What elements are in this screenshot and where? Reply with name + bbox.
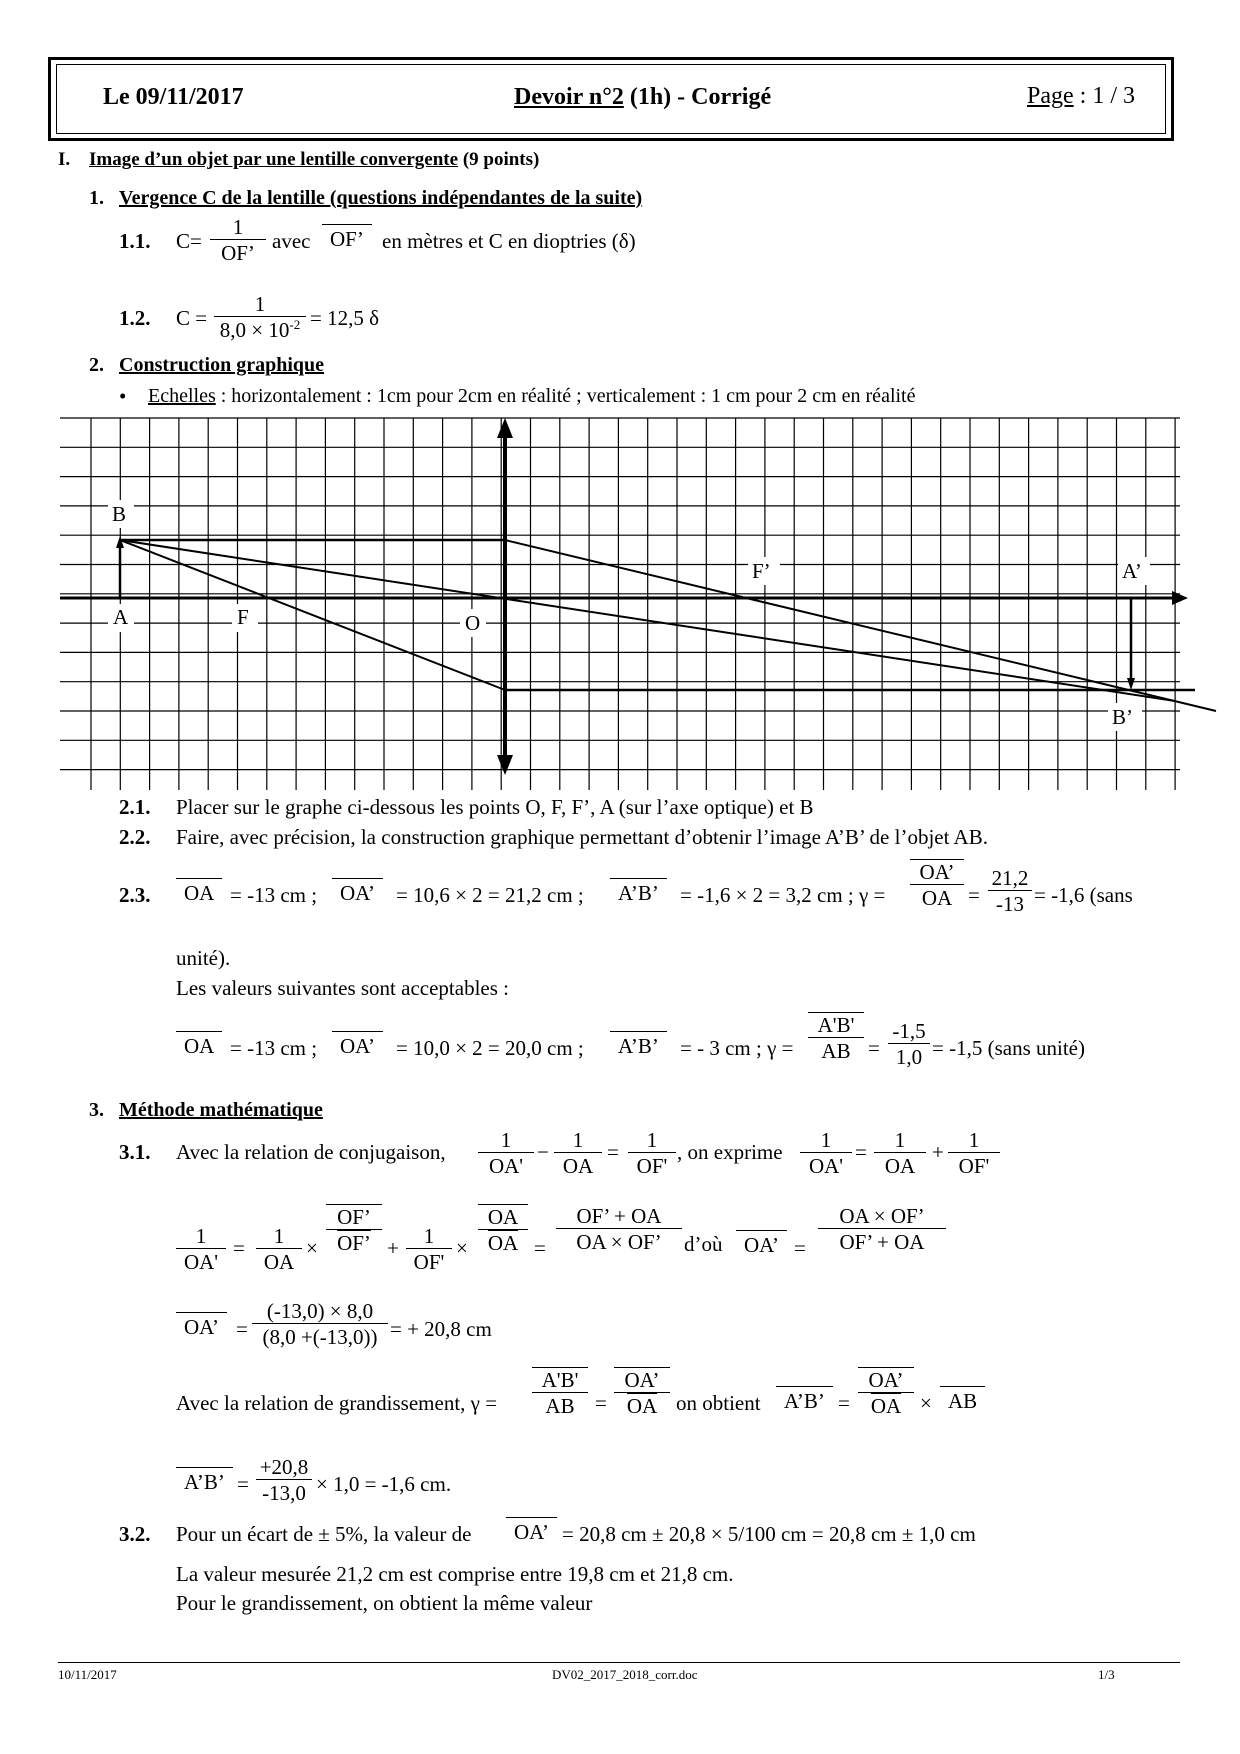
image-arrowhead: [1127, 678, 1135, 690]
q31-r2-eq3: =: [794, 1236, 806, 1260]
q31-gr-eq1: =: [595, 1391, 607, 1415]
q23-t2: = 10,6 × 2 = 21,2 cm ;: [396, 883, 584, 907]
q31-r3-result: = + 20,8 cm: [390, 1317, 492, 1341]
q31-r2-oap: OA’: [736, 1230, 787, 1258]
q31-intro: Avec la relation de conjugaison,: [176, 1140, 446, 1164]
q32-t1: Pour un écart de ± 5%, la valeur de: [176, 1522, 472, 1546]
ray-focal: [120, 540, 505, 690]
q23b-apbp: A’B’: [610, 1031, 667, 1059]
q31-r2-frac-result: $\frac{OA \times OF’}{OF’ + OA}$: [818, 1204, 946, 1254]
q2-number: 2.: [89, 354, 104, 376]
q23b-oap: OA’: [332, 1031, 383, 1059]
q21-number: 2.1.: [119, 795, 151, 819]
q31-r2-frac-oa-oa: $\frac{OA}{OA}$: [478, 1204, 528, 1255]
q32-t2: = 20,8 cm ± 20,8 × 5/100 cm = 20,8 cm ± 1,0 cm: [562, 1522, 976, 1546]
q31-r2-eq2: =: [534, 1236, 546, 1260]
q31-r2-frac-lhs: $\frac{1}{OA'}$: [176, 1224, 226, 1274]
label-A-prime: A’: [1122, 559, 1142, 583]
q31-r2-plus: +: [387, 1236, 399, 1260]
scale-text: Echelles : horizontalement : 1cm pour 2cm en réalité ; verticalement : 1 cm pour 2 cm en réalité: [148, 385, 916, 407]
q31-gr-frac1: $\frac{A'B'}{AB}$: [532, 1367, 588, 1418]
q31-r2-times1: ×: [306, 1236, 318, 1260]
q1-title: Vergence C de la lentille (questions indépendantes de la suite): [119, 187, 643, 209]
q11-avec: avec: [272, 229, 311, 253]
q12-fraction: $\frac{1}{8,0 \times 10^{-2}}$: [214, 292, 306, 342]
q23b-t3: = - 3 cm ; γ =: [680, 1036, 794, 1060]
q31-r2-frac-of-of: $\frac{OF’}{OF’}$: [326, 1204, 382, 1255]
q32-number: 3.2.: [119, 1522, 151, 1546]
q23b-t1: = -13 cm ;: [230, 1036, 318, 1060]
lens-top-arrowhead: [497, 418, 513, 438]
q31-gr-intro: Avec la relation de grandissement, γ =: [176, 1391, 498, 1415]
q32-oap: OA’: [506, 1517, 557, 1545]
ray-parallel-refracted: [505, 540, 1216, 711]
q3-title: Méthode mathématique: [119, 1099, 323, 1121]
q31-frac-1-oa: $\frac{1}{OA}$: [554, 1128, 602, 1178]
q22-number: 2.2.: [119, 825, 151, 849]
q31-express: , on exprime: [677, 1140, 783, 1164]
q31-plus1: +: [932, 1140, 944, 1164]
q31-eq1: =: [607, 1140, 619, 1164]
q23-t3: = -1,6 × 2 = 3,2 cm ; γ =: [680, 883, 886, 907]
q31-r2-frac-of: $\frac{1}{OF'}$: [406, 1224, 452, 1274]
footer-date: 10/11/2017: [58, 1667, 117, 1682]
q11-of-vector: OF’: [322, 224, 372, 252]
label-F: F: [237, 605, 249, 629]
footer-rule: [58, 1662, 1180, 1663]
q23-apbp: A’B’: [610, 878, 667, 906]
q31-gr-times: ×: [920, 1391, 932, 1415]
q31-r5-apbp: A’B’: [176, 1467, 233, 1495]
label-F-prime: F’: [752, 559, 771, 583]
q23b-t4: = -1,5 (sans unité): [932, 1036, 1085, 1060]
q31-r2-frac-oa: $\frac{1}{OA}$: [256, 1224, 302, 1274]
header-title: Devoir n°2 (1h) - Corrigé: [514, 84, 772, 110]
q31-r2-frac-sum: $\frac{OF’ + OA}{OA \times OF’}$: [556, 1204, 682, 1254]
q23-eq: =: [968, 883, 980, 907]
q31-gr-obt: on obtient: [676, 1391, 761, 1415]
q11-c-eq: C=: [176, 229, 202, 253]
q11-number: 1.1.: [119, 229, 151, 253]
q31-r5-fraction: $\frac{+20,8}{-13,0}$: [256, 1455, 312, 1505]
q31-r2-dou: d’où: [684, 1232, 723, 1256]
q21-text: Placer sur le graphe ci-dessous les points O, F, F’, A (sur l’axe optique) et B: [176, 795, 814, 819]
q12-number: 1.2.: [119, 306, 151, 330]
q31-frac-1-oa-b: $\frac{1}{OA}$: [874, 1128, 926, 1178]
q23b-fraction-values: $\frac{-1,5}{1,0}$: [888, 1019, 930, 1069]
q1-number: 1.: [89, 187, 104, 209]
q31-eq2: =: [855, 1140, 867, 1164]
q31-frac-1-oap: $\frac{1}{OA'}$: [478, 1128, 534, 1178]
q31-number: 3.1.: [119, 1140, 151, 1164]
q23-fraction-gamma: $\frac{OA’}{OA}$: [910, 859, 964, 910]
q23-t1: = -13 cm ;: [230, 883, 318, 907]
q31-minus: −: [537, 1140, 549, 1164]
q31-r5-eq: =: [237, 1472, 249, 1496]
q23-fraction-values: $\frac{21,2}{-13}$: [988, 866, 1032, 916]
footer-filename: DV02_2017_2018_corr.doc: [552, 1667, 698, 1682]
q11-fraction: $\frac{1}{OF’}$: [210, 215, 266, 265]
q32-line2: La valeur mesurée 21,2 cm est comprise entre 19,8 cm et 21,8 cm.: [176, 1562, 734, 1586]
section-1-title: Image d’un objet par une lentille convergente (9 points): [89, 149, 540, 170]
label-A: A: [113, 605, 129, 629]
q23-oa: OA: [176, 878, 222, 906]
q31-gr-ab: AB: [940, 1386, 985, 1414]
header-date: Le 09/11/2017: [103, 84, 244, 110]
q2-title: Construction graphique: [119, 354, 325, 376]
scale-bullet: •: [119, 384, 127, 408]
q23-cont: unité).: [176, 946, 231, 970]
label-B-prime: B’: [1112, 705, 1133, 729]
q31-r2-eq1: =: [233, 1236, 245, 1260]
q31-gr-frac3: $\frac{OA’}{OA}$: [858, 1367, 914, 1418]
q12-result: = 12,5 δ: [310, 306, 379, 330]
q3-number: 3.: [89, 1099, 104, 1121]
footer-page: 1/3: [1098, 1667, 1115, 1682]
header-page: Page : 1 / 3: [1027, 83, 1135, 109]
q31-gr-eq2: =: [838, 1391, 850, 1415]
q31-frac-1-of: $\frac{1}{OF'}$: [628, 1128, 676, 1178]
q23b-fraction-gamma: $\frac{A'B'}{AB}$: [808, 1012, 864, 1063]
lens-bottom-arrowhead: [497, 755, 513, 775]
q23b-t2: = 10,0 × 2 = 20,0 cm ;: [396, 1036, 584, 1060]
q11-units-text: en mètres et C en dioptries (δ): [382, 229, 636, 253]
q31-r3-eq: =: [236, 1317, 248, 1341]
q31-r5-result: × 1,0 = -1,6 cm.: [316, 1472, 452, 1496]
q31-r3-oap: OA’: [176, 1312, 227, 1340]
q23-oap: OA’: [332, 878, 383, 906]
q32-line3: Pour le grandissement, on obtient la même valeur: [176, 1591, 593, 1615]
q23-t4: = -1,6 (sans: [1034, 883, 1133, 907]
q31-frac-1-of-b: $\frac{1}{OF'}$: [948, 1128, 1000, 1178]
q31-gr-apbp: A’B’: [776, 1386, 833, 1414]
q23b-eq: =: [868, 1036, 880, 1060]
axis-arrowhead: [1172, 591, 1188, 605]
graph-grid: [60, 418, 1180, 790]
q31-gr-frac2: $\frac{OA’}{OA}$: [614, 1367, 670, 1418]
q12-c-eq: C =: [176, 306, 208, 330]
q23-accept: Les valeurs suivantes sont acceptables :: [176, 976, 509, 1000]
q31-r3-fraction: $\frac{(-13,0) \times 8,0}{(8,0 +(-13,0))}$: [252, 1299, 388, 1349]
label-O: O: [465, 611, 481, 635]
label-B: B: [112, 502, 127, 526]
q31-frac-1-oap-b: $\frac{1}{OA'}$: [800, 1128, 852, 1178]
q23-number: 2.3.: [119, 883, 151, 907]
q22-text: Faire, avec précision, la construction graphique permettant d’obtenir l’image A’B’ de l’objet AB.: [176, 825, 988, 849]
q31-r2-times2: ×: [456, 1236, 468, 1260]
q23b-oa: OA: [176, 1031, 222, 1059]
section-1-number: I.: [58, 149, 71, 170]
